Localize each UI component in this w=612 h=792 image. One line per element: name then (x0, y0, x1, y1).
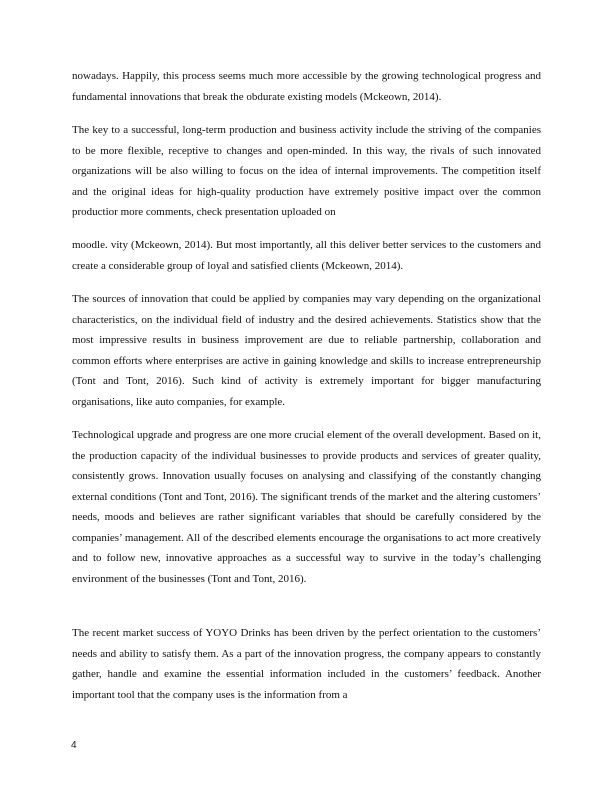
paragraph-key-to-success: The key to a successful, long-term production and business activity include the striving of the companies to be more flexible, receptive to changes and open-minded. In this way, the rivals of such innovated organizations will be also willing to focus on the idea of internal improvements. The competition itself and the original ideas for high-quality production have extremely positive impact over the common productior more comments, check presentation uploaded on (72, 124, 541, 218)
page-number: 4 (71, 740, 77, 751)
paragraph-technological-upgrade: Technological upgrade and progress are one more crucial element of the overall development. Based on it, the production capacity of the individual businesses to provide products and services of greater quality, consistently grows. Innovation usually focuses on analysing and classifying of the constantly changing external conditions (Tont and Tont, 2016). The significant trends of the market and the altering customers’ needs, moods and believes are rather significant variables that should be carefully considered by the companies’ management. All of the described elements encourage the organisations to act more creatively and to follow new, innovative approaches as a successful way to survive in the today’s challenging environment of the businesses (Tont and Tont, 2016). (72, 429, 541, 585)
paragraph-yoyo-drinks: The recent market success of YOYO Drinks has been driven by the perfect orientation to the customers’ needs and ability to satisfy them. As a part of the innovation progress, the company appears to constantly gather, handle and examine the essential information included in the customers’ feedback. Another important tool that the company uses is the information from a (72, 627, 541, 701)
paragraph-technological-progress: nowadays. Happily, this process seems much more accessible by the growing technological progress and fundamental innovations that break the obdurate existing models (Mckeown, 2014). (72, 70, 541, 103)
paragraph-sources-of-innovation: The sources of innovation that could be applied by companies may vary depending on the organizational characteristics, on the individual field of industry and the desired achievements. Statistics show that the most impressive results in business improvement are due to reliable partnership, collaboration and common efforts where enterprises are active in gaining knowledge and skills to increase entrepreneurship (Tont and Tont, 2016). Such kind of activity is extremely important for bigger manufacturing organisations, like auto companies, for example. (72, 293, 541, 408)
paragraph-moodle-note: moodle. vity (Mckeown, 2014). But most importantly, all this deliver better services to the customers and create a considerable group of loyal and satisfied clients (Mckeown, 2014). (72, 239, 541, 272)
